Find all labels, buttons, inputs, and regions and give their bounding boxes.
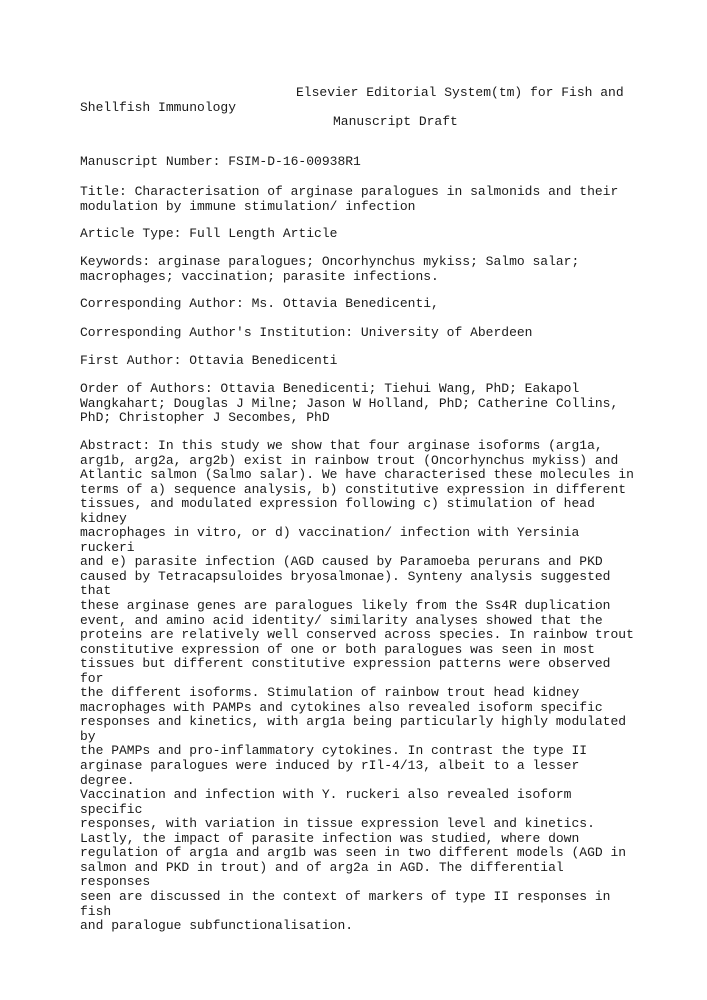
abstract: Abstract: In this study we show that four arginase isoforms (arg1a, arg1b, arg2a, arg2b) exist in rainbow trout (Oncorhynchus mykiss) and Atlantic salmon (Salmo salar). We have characterised these molecules in terms of a) sequence analysis, b) constitutive expression in different tissues, and modulated expression following c) stimulation of head kidney macrophages in vitro, or d) vaccination/ infection with Yersinia ruckeri and e) parasite infection (AGD caused by Paramoeba perurans and PKD caused by Tetracapsuloides bryosalmonae). Synteny analysis suggested that these arginase genes are paralogues likely from the Ss4R duplication event, and amino acid identity/ similarity analyses showed that the proteins are relatively well conserved across species. In rainbow trout constitutive expression of one or both paralogues was seen in most tissues but different constitutive expression patterns were observed for the different isoforms. Stimulation of rainbow trout head kidney macrophages with PAMPs and cytokines also revealed isoform specific responses and kinetics, with arg1a being particularly highly modulated by the PAMPs and pro-inflammatory cytokines. In contrast the type II arginase paralogues were induced by rIl-4/13, albeit to a lesser degree. Vaccination and infection with Y. ruckeri also revealed isoform specific responses, with variation in tissue expression level and kinetics. Lastly, the impact of parasite infection was studied, where down regulation of arg1a and arg1b was seen in two different models (AGD in salmon and PKD in trout) and of arg2a in AGD. The differential responses seen are discussed in the context of markers of type II responses in fish and paralogue subfunctionalisation. <box>80 438 634 934</box>
article-type: Article Type: Full Length Article <box>80 226 338 241</box>
first-author: First Author: Ottavia Benedicenti <box>80 353 338 368</box>
corresponding-institution: Corresponding Author's Institution: University of Aberdeen <box>80 325 533 340</box>
manuscript-draft-label: Manuscript Draft <box>333 114 458 129</box>
editorial-system-title: Elsevier Editorial System(tm) for Fish and Shellfish Immunology <box>80 85 624 115</box>
manuscript-title: Title: Characterisation of arginase paralogues in salmonids and their modulation by immune stimulation/ infection <box>80 184 619 214</box>
corresponding-author: Corresponding Author: Ms. Ottavia Benedicenti, <box>80 296 439 311</box>
keywords: Keywords: arginase paralogues; Oncorhynchus mykiss; Salmo salar; macrophages; vaccination; parasite infections. <box>80 254 580 284</box>
manuscript-number: Manuscript Number: FSIM-D-16-00938R1 <box>80 154 361 169</box>
order-of-authors: Order of Authors: Ottavia Benedicenti; Tiehui Wang, PhD; Eakapol Wangkahart; Douglas J Milne; Jason W Holland, PhD; Catherine Collins, PhD; Christopher J Secombes, PhD <box>80 381 619 426</box>
